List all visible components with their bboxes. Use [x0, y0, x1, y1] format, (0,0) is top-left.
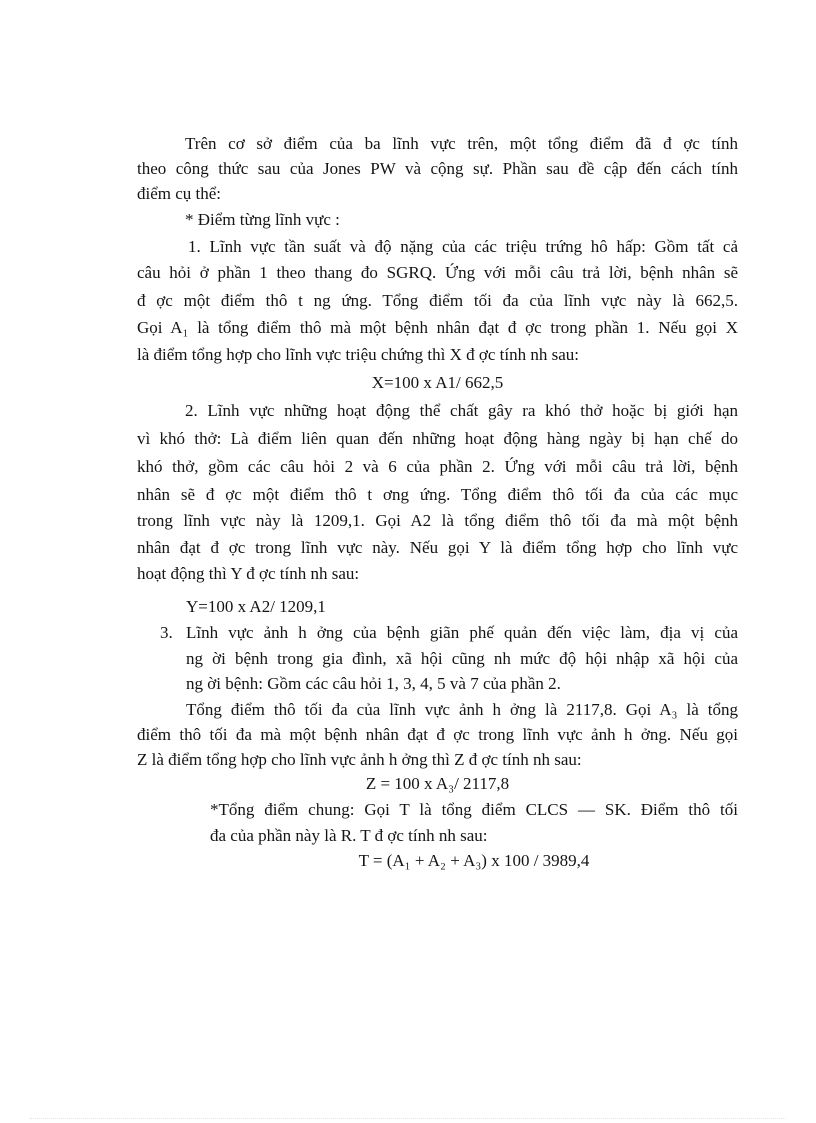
paragraph-line: câu hỏi ở phần 1 theo thang đo SGRQ. Ứng với mỗi câu trả lời, bệnh nhân sẽ — [137, 263, 738, 282]
paragraph-line: Trên cơ sở điểm của ba lĩnh vực trên, một tổng điểm đã đ ợc tính — [185, 134, 738, 153]
paragraph-line: đ ợc một điểm thô t ng ứng. Tổng điểm tối đa của lĩnh vực này là 662,5. — [137, 291, 738, 310]
formula-y: Y=100 x A2/ 1209,1 — [186, 597, 326, 616]
paragraph-line: ng ời bệnh trong gia đình, xã hội cũng nh mức độ hội nhập xã hội của — [186, 649, 738, 668]
paragraph-line: nhân đạt đ ợc trong lĩnh vực này. Nếu gọi Y là điểm tổng hợp cho lĩnh vực — [137, 538, 738, 557]
paragraph-line: đa của phần này là R. T đ ợc tính nh sau: — [210, 826, 488, 845]
paragraph-line: trong lĩnh vực này là 1209,1. Gọi A2 là tổng điểm thô tối đa mà một bệnh — [137, 511, 738, 530]
paragraph-line: theo công thức sau của Jones PW và cộng sự. Phần sau đề cập đến cách tính — [137, 159, 738, 178]
paragraph-line: Lĩnh vực ảnh h ởng của bệnh giãn phế quản đến việc làm, địa vị của — [186, 623, 738, 642]
paragraph-line: là điểm tổng hợp cho lĩnh vực triệu chứng thì X đ ợc tính nh sau: — [137, 345, 579, 364]
paragraph-line: *Tổng điểm chung: Gọi T là tổng điểm CLCS — SK. Điểm thô tối — [210, 800, 738, 819]
list-number: 3. — [160, 623, 173, 642]
paragraph-line: 1. Lĩnh vực tần suất và độ nặng của các triệu trứng hô hấp: Gồm tất cả — [188, 237, 738, 256]
section-heading: * Điểm từng lĩnh vực : — [185, 210, 340, 229]
paragraph-line: vì khó thở: Là điểm liên quan đến những hoạt động hàng ngày bị hạn chế do — [137, 429, 738, 448]
paragraph-line: 2. Lĩnh vực những hoạt động thể chất gây ra khó thở hoặc bị giới hạn — [185, 401, 738, 420]
paragraph-line: Tổng điểm thô tối đa của lĩnh vực ảnh h ởng là 2117,8. Gọi A₃ là tổng — [186, 700, 738, 719]
formula-x: X=100 x A1/ 662,5 — [371, 373, 504, 392]
paragraph-line: Gọi A₁ là tổng điểm thô mà một bệnh nhân đạt đ ợc trong phần 1. Nếu gọi X — [137, 318, 738, 337]
paragraph-line: ng ời bệnh: Gồm các câu hỏi 1, 3, 4, 5 và 7 của phần 2. — [186, 674, 561, 693]
page-bottom-rule — [30, 1118, 786, 1119]
paragraph-line: hoạt động thì Y đ ợc tính nh sau: — [137, 564, 360, 583]
paragraph-line: nhân sẽ đ ợc một điểm thô t ơng ứng. Tổng điểm thô tối đa của các mục — [137, 485, 738, 504]
formula-t: T = (A₁ + A₂ + A₃) x 100 / 3989,4 — [358, 851, 590, 870]
paragraph-line: Z là điểm tổng hợp cho lĩnh vực ảnh h ởng thì Z đ ợc tính nh sau: — [137, 750, 582, 769]
paragraph-line: điểm cụ thể: — [137, 184, 222, 203]
paragraph-line: khó thở, gồm các câu hỏi 2 và 6 của phần 2. Ứng với mỗi câu trả lời, bệnh — [137, 457, 738, 476]
formula-z: Z = 100 x A₃/ 2117,8 — [365, 774, 510, 793]
paragraph-line: điểm thô tối đa mà một bệnh nhân đạt đ ợc trong lĩnh vực ảnh h ởng. Nếu gọi — [137, 725, 738, 744]
